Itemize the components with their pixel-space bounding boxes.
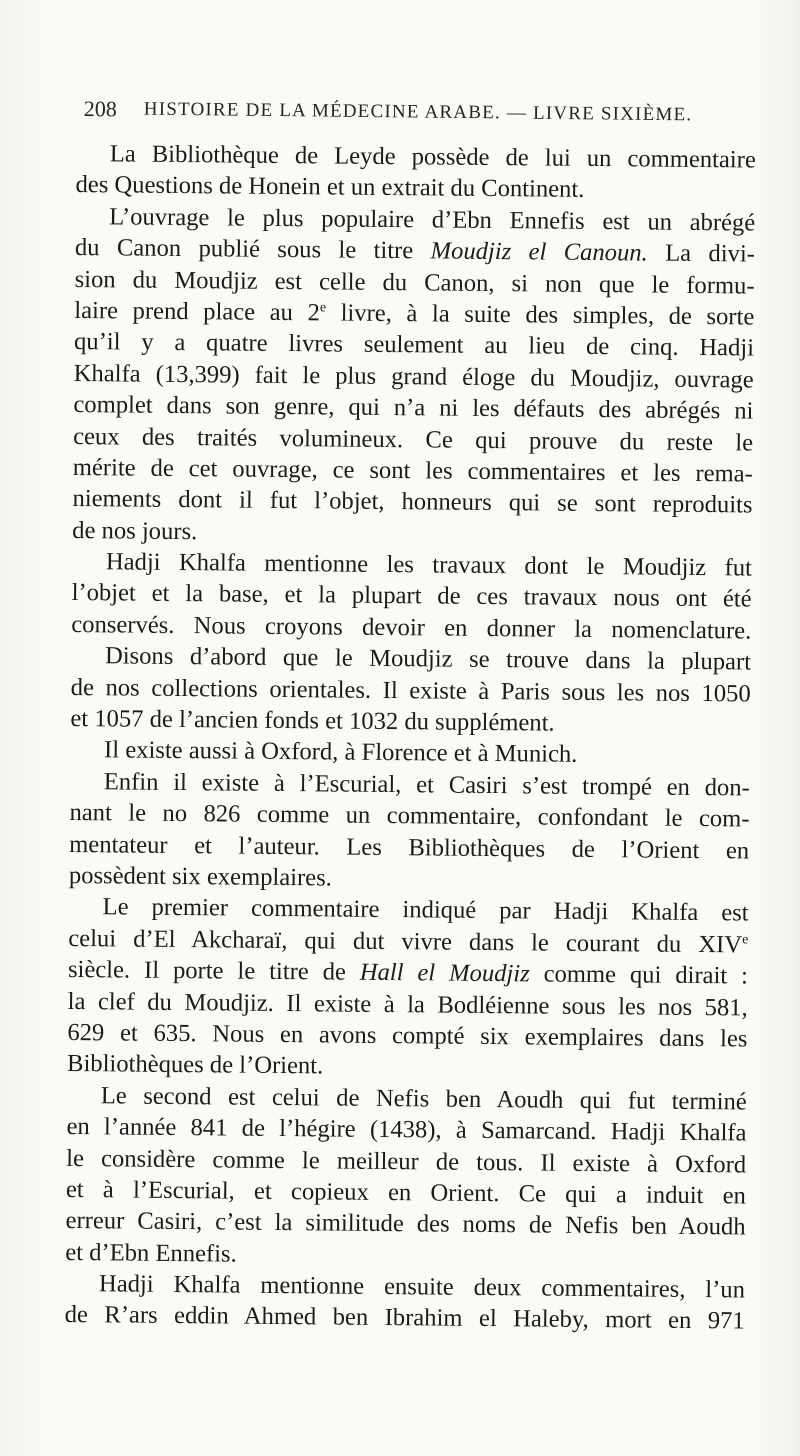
text-line: La Bibliothèque de Leyde possède de lui un commentaire [109,140,756,174]
text-line: la clef du Moudjiz. Il existe à la Bodléienne sous les nos 581, [67,987,748,1022]
text-line: Le second est celui de Nefis ben Aoudh qui fut terminé [100,1082,747,1116]
text-line: Il existe aussi à Oxford, à Florence et à Munich. [103,736,578,769]
text-line: mentateur et l’auteur. Les Bibliothèques de l’Orient en [69,830,750,865]
text-line: erreur Casiri, c’est la similitude des noms de Nefis ben Aoudh [65,1207,746,1241]
text-line: siècle. Il porte le titre de Hall el Moudjiz comme qui dirait : [67,956,749,990]
text-line: complet dans son genre, qui n’a ni les défauts des abrégés ni [73,391,754,425]
text-line: celui d’El Akcharaï, qui dut vivre dans le courant du XIVe [68,924,749,959]
text-line: du Canon publié sous le titre Moudjiz el Canoun. La divi- [74,234,756,268]
text-line: nant le no 826 comme un commentaire, confondant le com- [69,799,750,833]
text-line: et d’Ebn Ennefis. [65,1238,237,1268]
text-line: mérite de cet ouvrage, ce sont les commentaires et les rema- [72,453,753,488]
page-number: 208 [83,96,117,122]
text-line: conservés. Nous croyons devoir en donner la nomenclature. [71,610,752,645]
text-line: L’ouvrage le plus populaire d’Ebn Ennefis est un abrégé [109,203,756,237]
text-line: et 1057 de l’ancien fonds et 1032 du supplément. [70,705,555,737]
text-line: possèdent six exemplaires. [68,861,333,892]
text-line: en l’année 841 de l’hégire (1438), à Samarcand. Hadji Khalfa [66,1113,747,1147]
text-line: niements dont il fut l’objet, honneurs qui se sont reproduits [72,485,753,519]
italic-title: Moudjiz el Canoun. [430,237,648,267]
running-head [84,96,724,135]
text-line: Le premier commentaire indiqué par Hadji Khalfa est [102,893,749,927]
text-line: Hadji Khalfa mentionne ensuite deux commentaires, l’un [98,1270,746,1304]
body-text [65,138,756,1337]
text-line: 629 et 635. Nous en avons compté six exemplaires dans les [67,1018,748,1053]
text-line: Khalfa (13,399) fait le plus grand éloge du Moudjiz, ouvrage [73,359,754,394]
text-line: de nos collections orientales. Il existe à Paris sous les nos 1050 [70,673,751,708]
text-line: l’objet et la base, et la plupart de ces travaux nous ont été [71,579,752,613]
text-line: et à l’Escurial, et copieux en Orient. Ce qui a induit en [65,1175,747,1210]
text-line: de R’ars eddin Ahmed ben Ibrahim el Haleby, mort en 971 [64,1301,745,1335]
text-line: des Questions de Honein et un extrait du Continent. [75,171,585,204]
text-line: qu’il y a quatre livres seulement au lieu de cinq. Hadji [73,328,755,362]
text-line: ceux des traités volumineux. Ce qui prouve du reste le [73,422,754,457]
text-line: Bibliothèques de l’Orient. [66,1050,324,1080]
text-line: Hadji Khalfa mentionne les travaux dont le Moudjiz fut [105,548,753,582]
running-title: HISTOIRE DE LA MÉDECINE ARABE. — LIVRE SIXIÈME. [143,98,693,126]
text-line: sion du Moudjiz est celle du Canon, si non que le formu- [74,265,755,300]
text-line: de nos jours. [72,516,198,545]
text-line: Disons d’abord que le Moudjiz se trouve dans la plupart [104,642,752,676]
italic-title: Hall el Moudjiz [359,958,530,988]
superscript: e [742,932,749,948]
text-line: le considère comme le meilleur de tous. Il existe à Oxford [66,1144,747,1178]
text-line: laire prend place au 2e livre, à la suite des simples, de sorte [74,296,755,331]
superscript: e [319,300,327,316]
text-line: Enfin il existe à l’Escurial, et Casiri s’est trompé en don- [103,768,750,802]
